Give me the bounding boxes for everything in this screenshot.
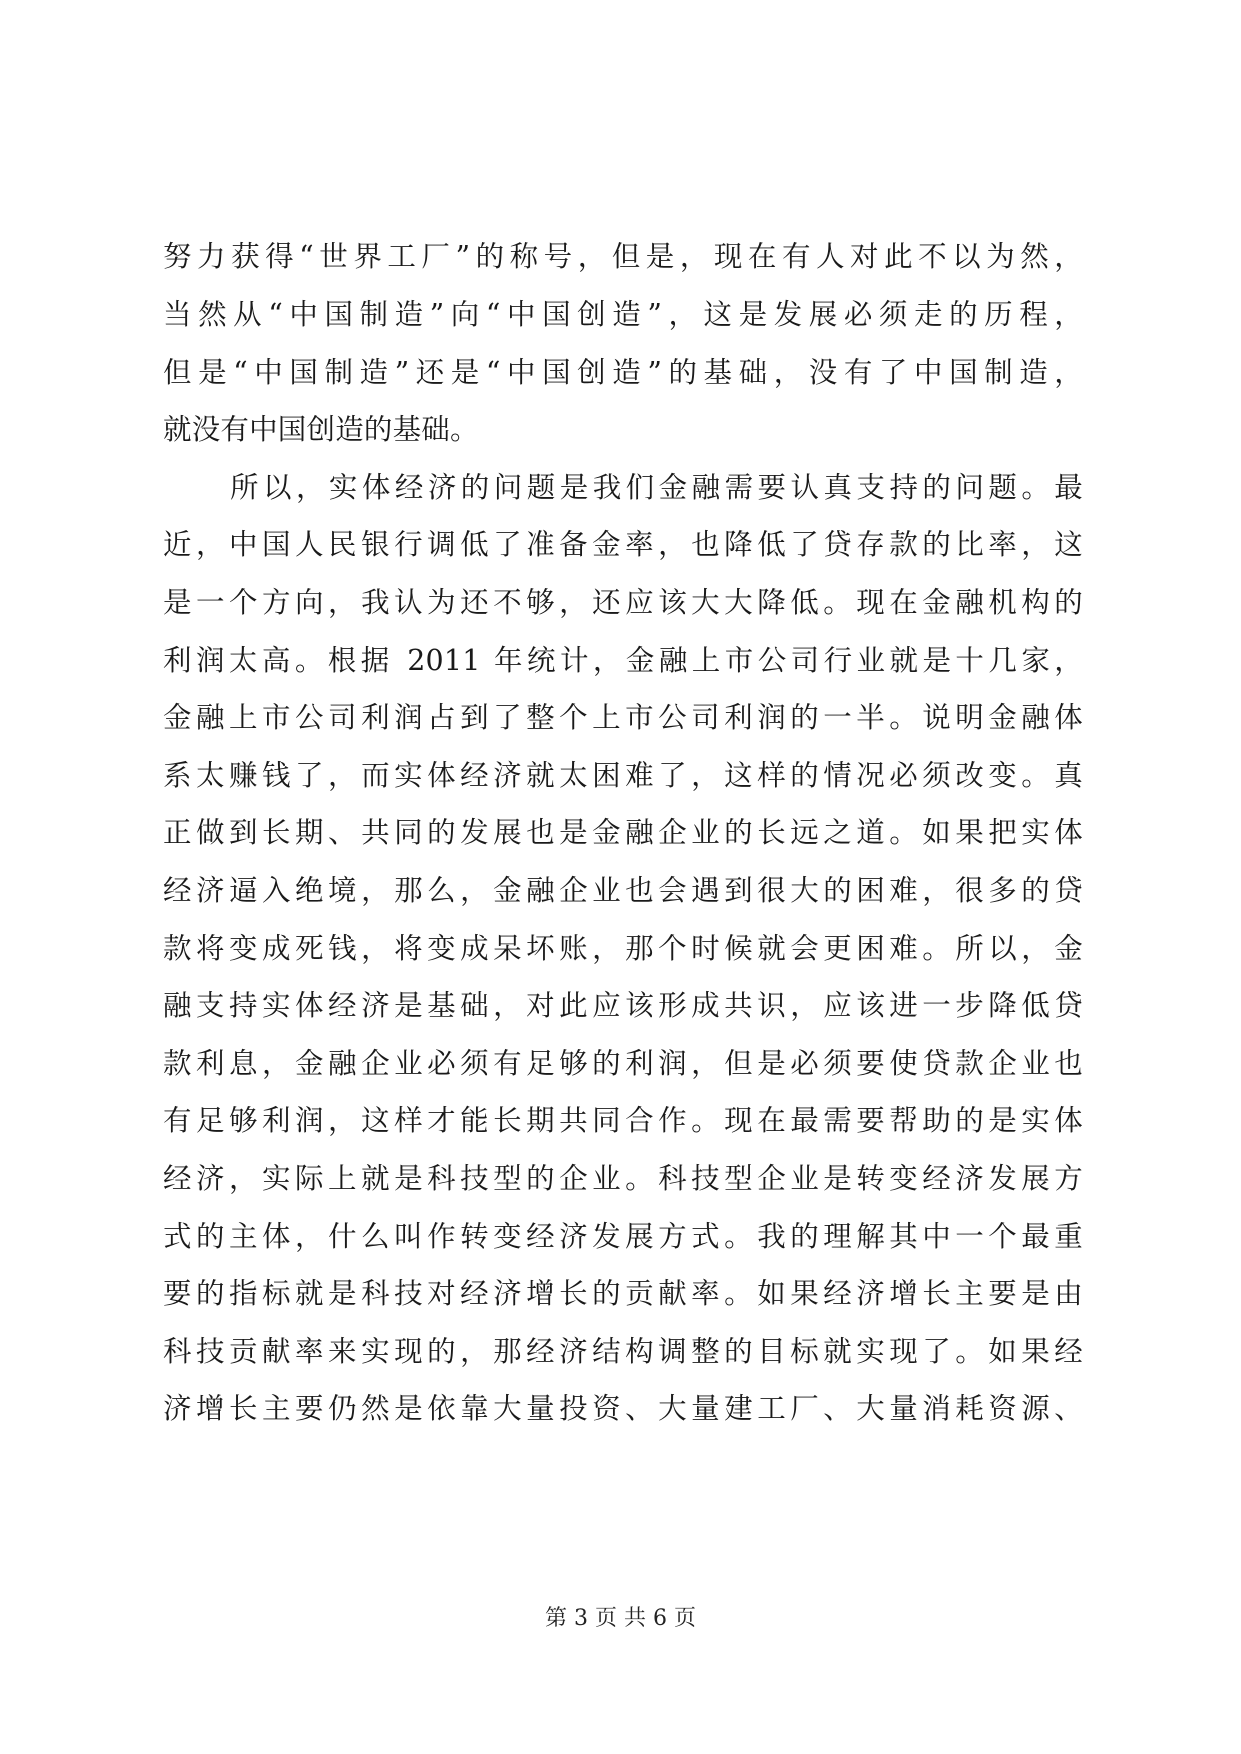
text-line-8: 利润太高。根据 2011 年统计，金融上市公司行业就是十几家， [163, 644, 1083, 677]
paragraph-start-line: 所以，实体经济的问题是我们金融需要认真支持的问题。最 [230, 471, 1083, 504]
text-line-21: 济增长主要仍然是依靠大量投资、大量建工厂、大量消耗资源、 [163, 1392, 1083, 1425]
text-line-17: 经济，实际上就是科技型的企业。科技型企业是转变经济发展方 [163, 1162, 1083, 1195]
text-line-11: 正做到长期、共同的发展也是金融企业的长远之道。如果把实体 [163, 816, 1083, 849]
text-line-15: 款利息，金融企业必须有足够的利润，但是必须要使贷款企业也 [163, 1047, 1083, 1080]
text-line-19: 要的指标就是科技对经济增长的贡献率。如果经济增长主要是由 [163, 1277, 1083, 1310]
text-line-13: 款将变成死钱，将变成呆坏账，那个时候就会更困难。所以，金 [163, 932, 1083, 965]
text-line-10: 系太赚钱了，而实体经济就太困难了，这样的情况必须改变。真 [163, 759, 1083, 792]
text-line-18: 式的主体，什么叫作转变经济发展方式。我的理解其中一个最重 [163, 1220, 1083, 1253]
page-number-footer: 第 3 页 共 6 页 [545, 1606, 696, 1631]
text-line-4: 就没有中国创造的基础。 [163, 413, 479, 446]
text-line-20: 科技贡献率来实现的，那经济结构调整的目标就实现了。如果经 [163, 1335, 1083, 1368]
text-line-7: 是一个方向，我认为还不够，还应该大大降低。现在金融机构的 [163, 586, 1083, 619]
text-line-16: 有足够利润，这样才能长期共同合作。现在最需要帮助的是实体 [163, 1104, 1083, 1137]
text-line-1: 努力获得“世界工厂”的称号，但是，现在有人对此不以为然， [163, 240, 1083, 273]
text-line-12: 经济逼入绝境，那么，金融企业也会遇到很大的困难，很多的贷 [163, 874, 1083, 907]
text-line-6: 近，中国人民银行调低了准备金率，也降低了贷存款的比率，这 [163, 528, 1083, 561]
text-line-14: 融支持实体经济是基础，对此应该形成共识，应该进一步降低贷 [163, 989, 1083, 1022]
text-line-2: 当然从“中国制造”向“中国创造”，这是发展必须走的历程， [163, 298, 1083, 331]
text-line-9: 金融上市公司利润占到了整个上市公司利润的一半。说明金融体 [163, 701, 1083, 734]
text-line-3: 但是“中国制造”还是“中国创造”的基础，没有了中国制造， [163, 356, 1083, 389]
